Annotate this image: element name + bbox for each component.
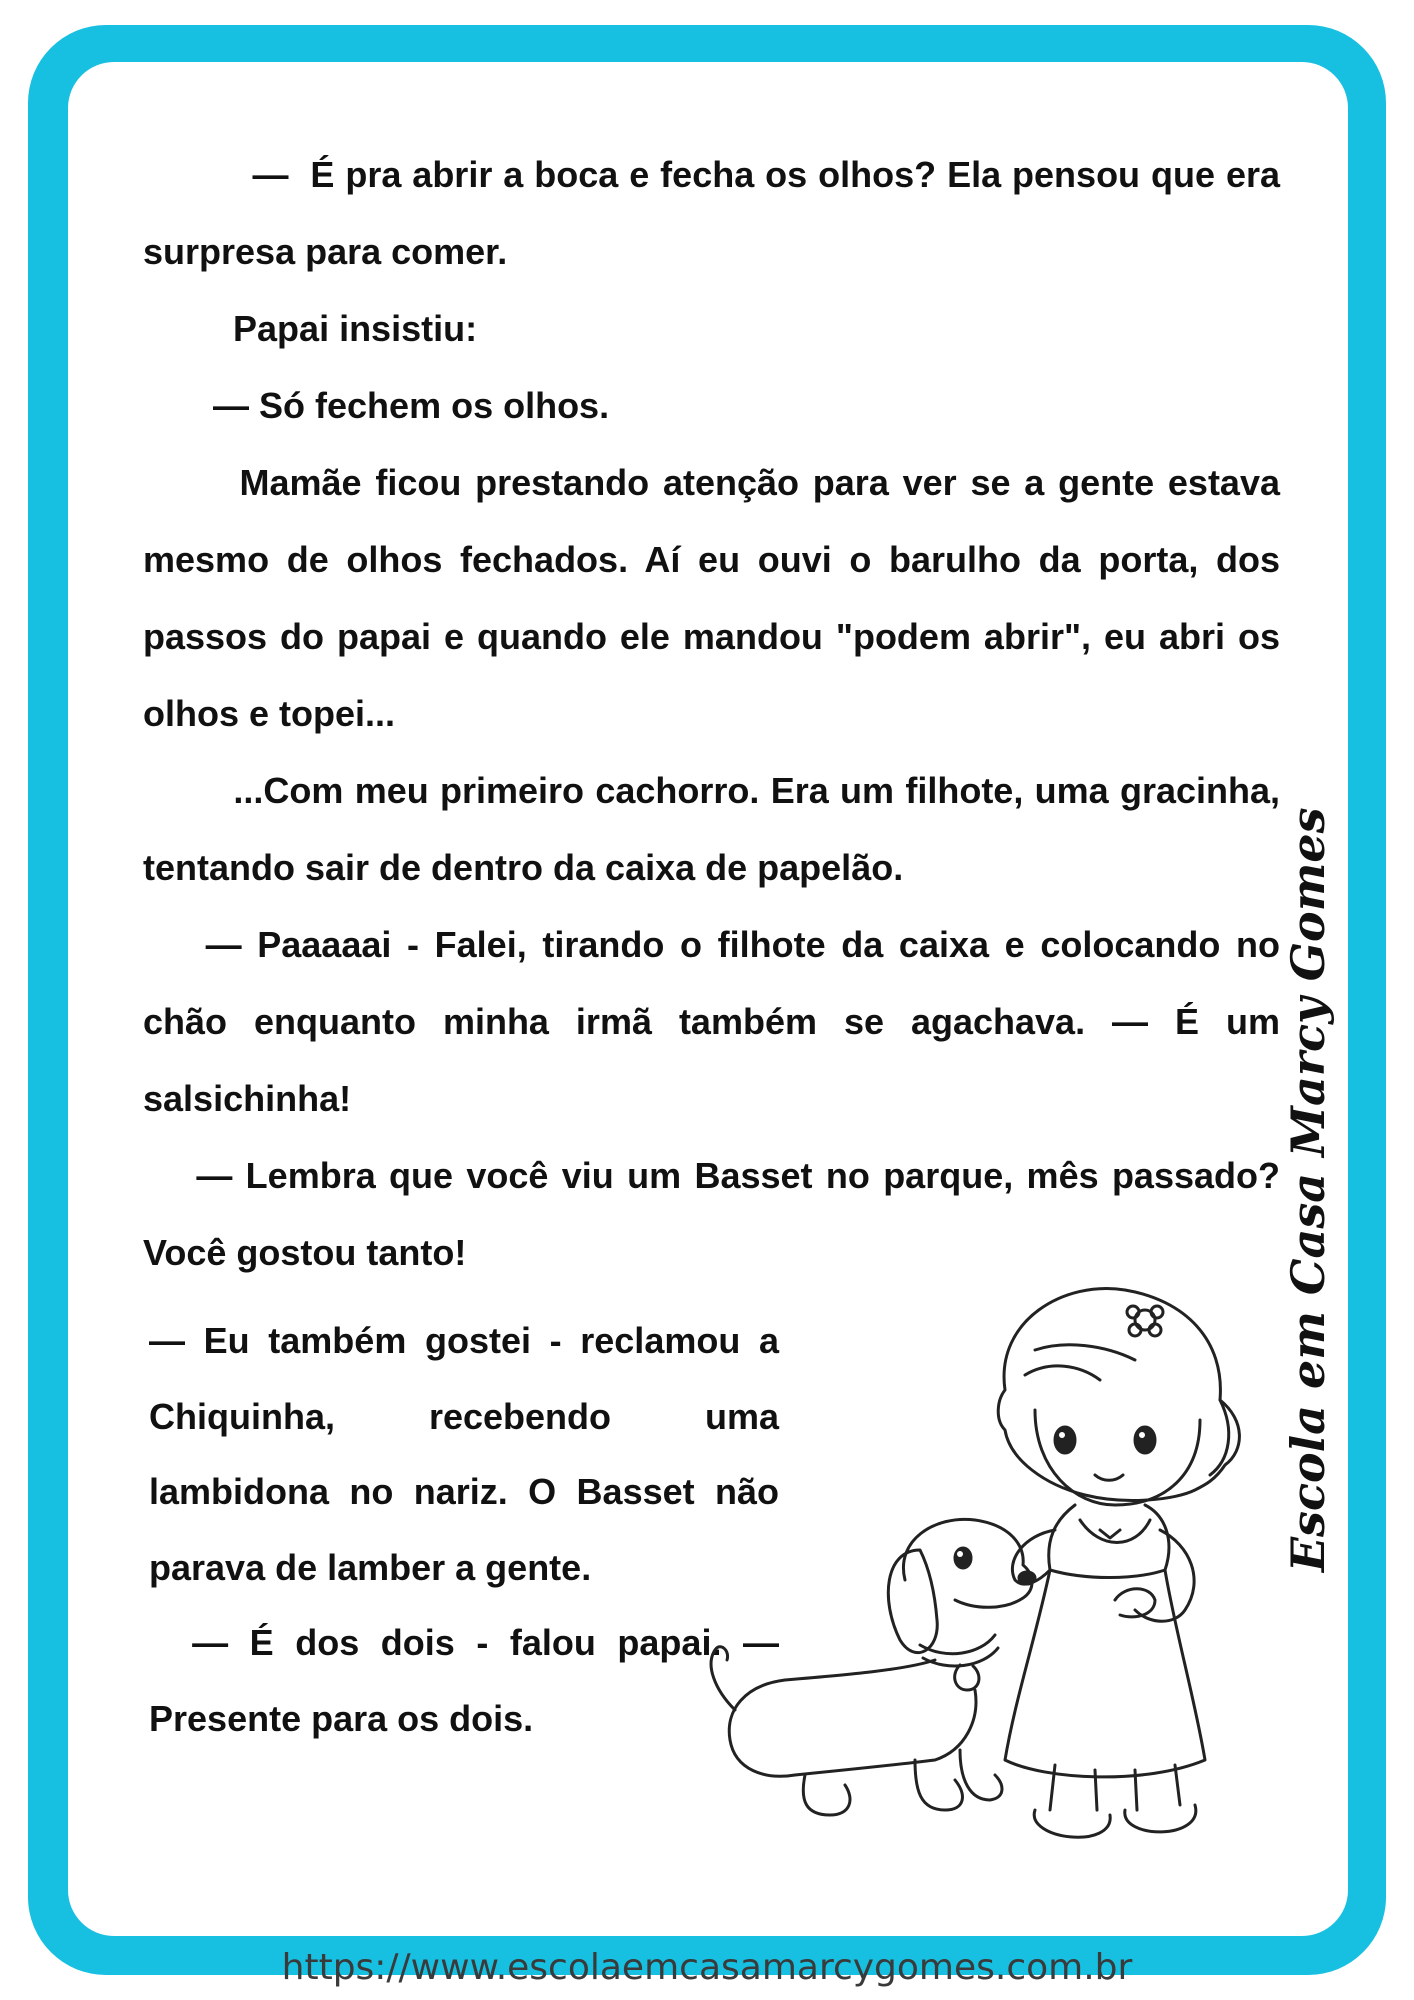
story-text-main [143, 136, 1280, 1291]
girl-shoe-left [1034, 1810, 1110, 1837]
dog-ear [888, 1550, 937, 1653]
dog-tail [711, 1647, 735, 1710]
girl-and-dog-drawing [705, 1280, 1285, 1870]
story-paragraph: — Só fechem os olhos. [143, 385, 610, 426]
story-text-beside-illustration [149, 1303, 779, 1756]
website-url[interactable]: https://www.escolaemcasamarcygomes.com.br [281, 1947, 1133, 1988]
girl-face [1035, 1410, 1200, 1505]
dog-body [729, 1660, 976, 1776]
story-paragraph: Mamãe ficou prestando atenção para ver se a gente estava mesmo de olhos fechados. Aí eu ouvi o barulho da porta, dos passos do papai e quando ele mandou "podem abrir", eu abri os olhos e topei... [143, 462, 1280, 734]
story-paragraph: — É dos dois - falou papai. — Presente para os dois. [149, 1622, 779, 1739]
story-paragraph: — Lembra que você viu um Basset no parque, mês passado? Você gostou tanto! [143, 1155, 1280, 1273]
vertical-brand-label: Escola em Casa Marcy Gomes [1281, 807, 1335, 1572]
girl-shoe-right [1125, 1805, 1196, 1832]
girl-and-dog-illustration [705, 1280, 1285, 1870]
story-paragraph: — Paaaaai - Falei, tirando o filhote da caixa e colocando no chão enquanto minha irmã também se agachava. — É um salsichinha! [143, 924, 1280, 1119]
story-paragraph: ...Com meu primeiro cachorro. Era um filhote, uma gracinha, tentando sair de dentro da caixa de papelão. [143, 770, 1280, 888]
story-paragraph: — É pra abrir a boca e fecha os olhos? Ela pensou que era surpresa para comer. [143, 154, 1280, 272]
girl-hair [998, 1288, 1239, 1500]
girl-dress [1005, 1505, 1205, 1777]
story-paragraph: — Eu também gostei - reclamou a Chiquinha, recebendo uma lambidona no nariz. O Basset não parava de lamber a gente. [149, 1320, 779, 1588]
story-paragraph: Papai insistiu: [143, 308, 478, 349]
